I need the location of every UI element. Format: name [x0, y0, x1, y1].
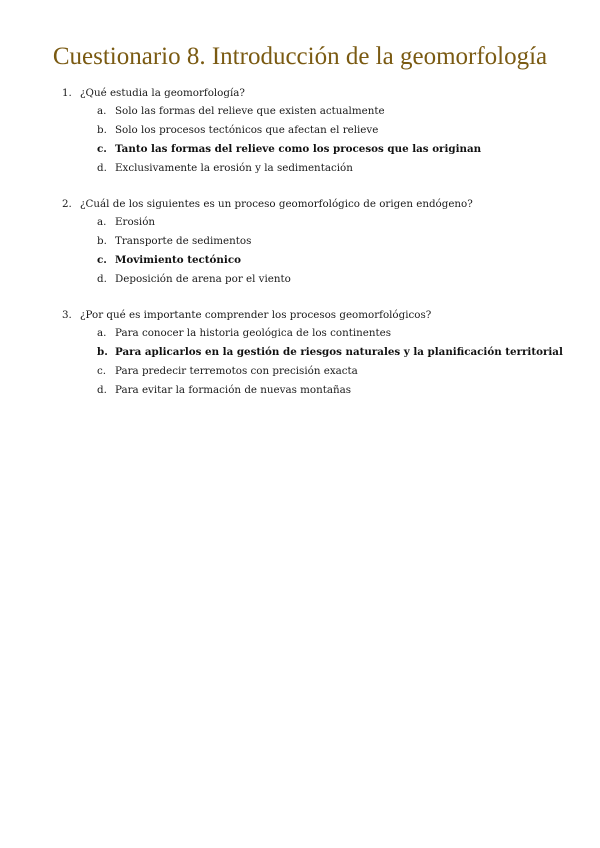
option-text: Para aplicarlos en la gestión de riesgos naturales y la planificación territorial — [115, 346, 563, 358]
option-letter: a. — [97, 327, 107, 339]
question-number: 3. — [62, 309, 72, 321]
option-d — [0, 159, 600, 178]
question-number: 1. — [62, 87, 72, 99]
option-letter: b. — [97, 346, 108, 358]
option-text: Solo los procesos tectónicos que afectan el relieve — [115, 124, 379, 136]
option-c — [0, 140, 600, 159]
option-b — [0, 232, 600, 251]
option-c — [0, 362, 600, 381]
question-line — [0, 306, 600, 324]
quiz — [0, 84, 600, 417]
option-text: Movimiento tectónico — [115, 254, 241, 266]
option-text: Solo las formas del relieve que existen actualmente — [115, 105, 385, 117]
option-letter: a. — [97, 105, 107, 117]
option-letter: c. — [97, 254, 107, 266]
question-line — [0, 195, 600, 213]
option-d — [0, 270, 600, 289]
option-letter: a. — [97, 216, 107, 228]
option-c — [0, 251, 600, 270]
option-a — [0, 213, 600, 232]
option-text: Deposición de arena por el viento — [115, 273, 291, 285]
option-text: Exclusivamente la erosión y la sedimentación — [115, 162, 353, 174]
option-a — [0, 324, 600, 343]
question-text: ¿Por qué es importante comprender los procesos geomorfológicos? — [80, 309, 432, 321]
question-line — [0, 84, 600, 102]
option-text: Transporte de sedimentos — [115, 235, 252, 247]
option-b — [0, 343, 600, 362]
option-text: Erosión — [115, 216, 156, 228]
option-text: Para conocer la historia geológica de los continentes — [115, 327, 392, 339]
option-text: Para evitar la formación de nuevas montañas — [115, 384, 352, 396]
option-d — [0, 381, 600, 400]
question-3 — [0, 306, 600, 400]
question-text: ¿Qué estudia la geomorfología? — [80, 87, 245, 99]
question-number: 2. — [62, 198, 72, 210]
option-text: Tanto las formas del relieve como los procesos que las originan — [115, 143, 482, 155]
option-letter: d. — [97, 384, 107, 396]
option-letter: c. — [97, 365, 107, 377]
option-a — [0, 102, 600, 121]
option-text: Para predecir terremotos con precisión exacta — [115, 365, 358, 377]
question-text: ¿Cuál de los siguientes es un proceso geomorfológico de origen endógeno? — [80, 198, 473, 210]
option-letter: b. — [97, 124, 107, 136]
option-letter: c. — [97, 143, 107, 155]
question-1 — [0, 84, 600, 178]
option-b — [0, 121, 600, 140]
question-2 — [0, 195, 600, 289]
option-letter: d. — [97, 162, 107, 174]
option-letter: d. — [97, 273, 107, 285]
option-letter: b. — [97, 235, 107, 247]
page-title: Cuestionario 8. Introducción de la geomorfología — [52, 43, 548, 70]
